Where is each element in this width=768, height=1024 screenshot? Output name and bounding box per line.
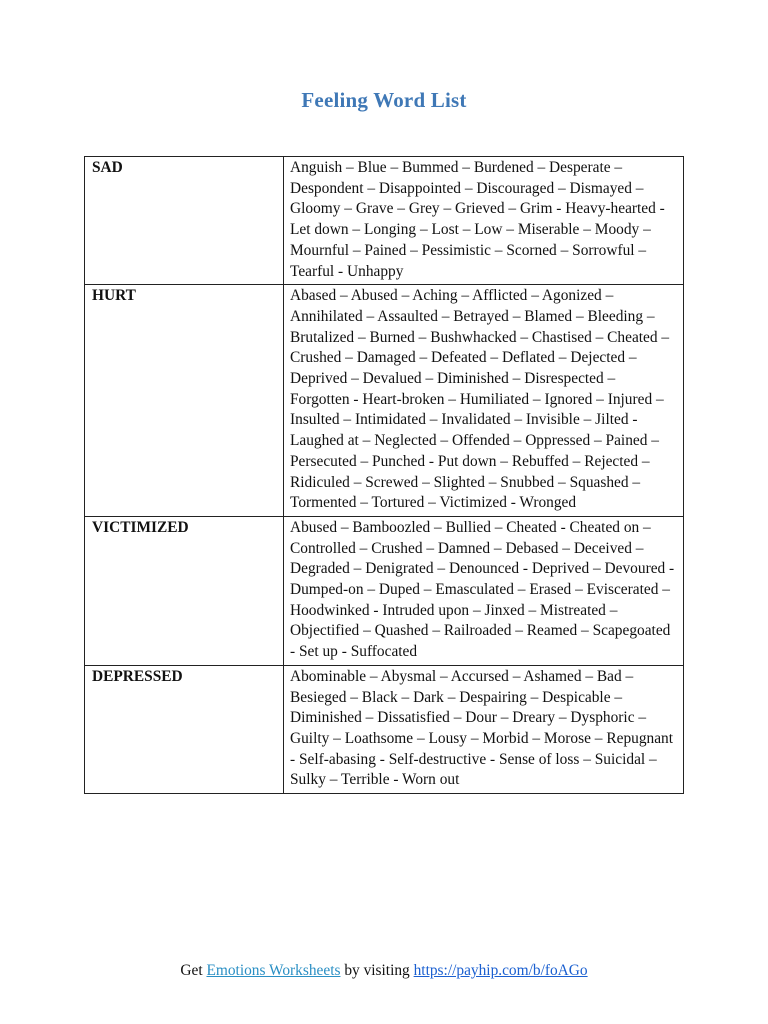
table-row-sad	[85, 157, 684, 285]
category-label: SAD	[85, 157, 284, 285]
category-label: DEPRESSED	[85, 665, 284, 793]
page-title: Feeling Word List	[301, 88, 467, 112]
table-row-victimized	[85, 516, 684, 665]
footer	[0, 962, 768, 980]
feeling-words: Abominable – Abysmal – Accursed – Ashamed – Bad – Besieged – Black – Dark – Despairing – Despicable – Diminished – Dissatisfied – Dour – Dreary – Dysphoric – Guilty – Loathsome – Lousy – Morbid – Morose – Repugnant - Self-abasing - Self-destructive - Sense of loss – Suicidal – Sulky – Terrible - Worn out	[284, 665, 684, 793]
feeling-words: Abased – Abused – Aching – Afflicted – Agonized – Annihilated – Assaulted – Betrayed – Blamed – Bleeding – Brutalized – Burned – Bushwhacked – Chastised – Cheated – Crushed – Damaged – Defeated – Deflated – Dejected – Deprived – Devalued – Diminished – Disrespected – Forgotten - Heart-broken – Humiliated – Ignored – Injured – Insulted – Intimidated – Invalidated – Invisible – Jilted - Laughed at – Neglected – Offended – Oppressed – Pained – Persecuted – Punched - Put down – Rebuffed – Rejected – Ridiculed – Screwed – Slighted – Snubbed – Squashed – Tormented – Tortured – Victimized - Wronged	[284, 285, 684, 517]
feeling-word-table	[84, 156, 684, 794]
feeling-words: Abused – Bamboozled – Bullied – Cheated - Cheated on – Controlled – Crushed – Damned – Debased – Deceived – Degraded – Denigrated – Denounced - Deprived – Devoured - Dumped-on – Duped – Emasculated – Erased – Eviscerated – Hoodwinked - Intruded upon – Jinxed – Mistreated – Objectified – Quashed – Railroaded – Reamed – Scapegoated - Set up - Suffocated	[284, 516, 684, 665]
feeling-words: Anguish – Blue – Bummed – Burdened – Desperate – Despondent – Disappointed – Discouraged – Dismayed – Gloomy – Grave – Grey – Grieved – Grim - Heavy-hearted - Let down – Longing – Lost – Low – Miserable – Moody – Mournful – Pained – Pessimistic – Scorned – Sorrowful – Tearful - Unhappy	[284, 157, 684, 285]
payhip-url-link[interactable]: https://payhip.com/b/foAGo	[413, 962, 588, 979]
emotions-worksheets-link[interactable]: Emotions Worksheets	[206, 962, 341, 979]
table-row-depressed	[85, 665, 684, 793]
table-row-hurt	[85, 285, 684, 517]
footer-middle: by visiting	[344, 962, 410, 979]
footer-prefix: Get	[180, 962, 203, 979]
category-label: HURT	[85, 285, 284, 517]
category-label: VICTIMIZED	[85, 516, 284, 665]
